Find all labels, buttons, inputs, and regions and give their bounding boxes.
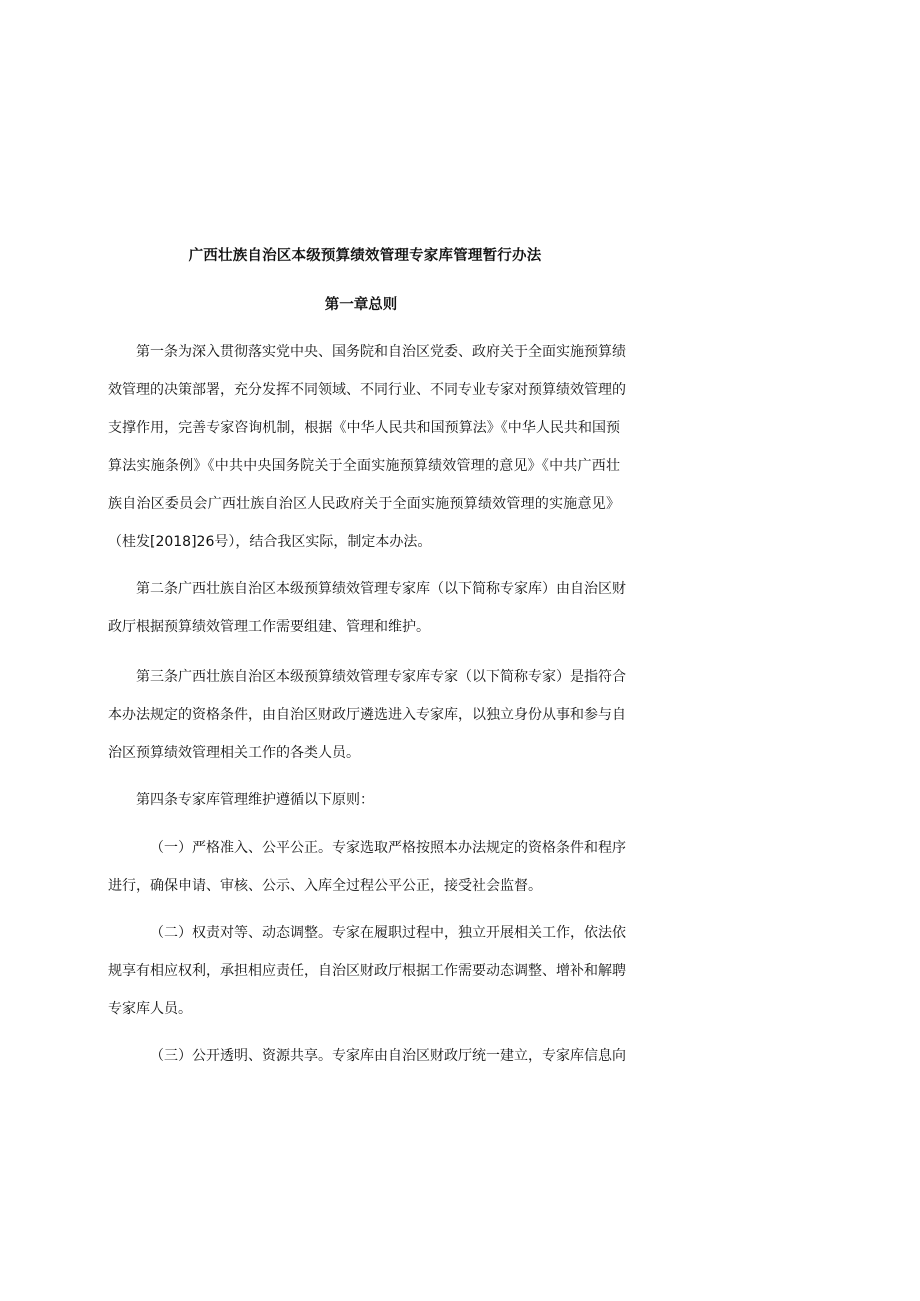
paragraph-line: 第一条为深入贯彻落实党中央、国务院和自治区党委、政府关于全面实施预算绩 [136,344,626,360]
chapter-heading: 第一章总则 [324,297,398,313]
paragraph-line: 算法实施条例》《中共中央国务院关于全面实施预算绩效管理的意见》《中共广西壮 [108,458,620,474]
article-3-paragraph [108,658,626,772]
paragraph-line: 支撑作用，完善专家咨询机制，根据《中华人民共和国预算法》《中华人民共和国预 [108,420,620,436]
paragraph-line: 进行，确保申请、审核、公示、入库全过程公平公正，接受社会监督。 [108,878,542,894]
principle-3-paragraph [108,1037,626,1075]
paragraph-line: 专家库人员。 [108,1001,192,1017]
document-title: 广西壮族自治区本级预算绩效管理专家库管理暂行办法 [188,248,542,264]
paragraph-line: （桂发[2018]26号），结合我区实际，制定本办法。 [108,534,432,550]
paragraph-line: 第二条广西壮族自治区本级预算绩效管理专家库（以下简称专家库）由自治区财 [136,581,626,597]
principle-1-paragraph [108,829,626,905]
paragraph-line: 政厅根据预算绩效管理工作需要组建、管理和维护。 [108,619,430,635]
paragraph-line: （一）严格准入、公平公正。专家选取严格按照本办法规定的资格条件和程序 [150,840,626,856]
paragraph-line: 第三条广西壮族自治区本级预算绩效管理专家库专家（以下简称专家）是指符合 [136,669,626,685]
paragraph-line: 治区预算绩效管理相关工作的各类人员。 [108,745,360,761]
paragraph-line: （三）公开透明、资源共享。专家库由自治区财政厅统一建立，专家库信息向 [150,1048,626,1064]
paragraph-line: 效管理的决策部署，充分发挥不同领域、不同行业、不同专业专家对预算绩效管理的 [108,382,626,398]
article-2-paragraph [108,570,626,646]
paragraph-line: 第四条专家库管理维护遵循以下原则： [136,792,374,808]
paragraph-line: 族自治区委员会广西壮族自治区人民政府关于全面实施预算绩效管理的实施意见》 [108,496,620,512]
article-1-paragraph [108,333,626,561]
paragraph-line: （二）权责对等、动态调整。专家在履职过程中，独立开展相关工作，依法依 [150,925,626,941]
paragraph-line: 规享有相应权利，承担相应责任，自治区财政厅根据工作需要动态调整、增补和解聘 [108,963,626,979]
article-4-paragraph [108,781,620,819]
principle-2-paragraph [108,914,626,1028]
paragraph-line: 本办法规定的资格条件，由自治区财政厅遴选进入专家库，以独立身份从事和参与自 [108,707,626,723]
